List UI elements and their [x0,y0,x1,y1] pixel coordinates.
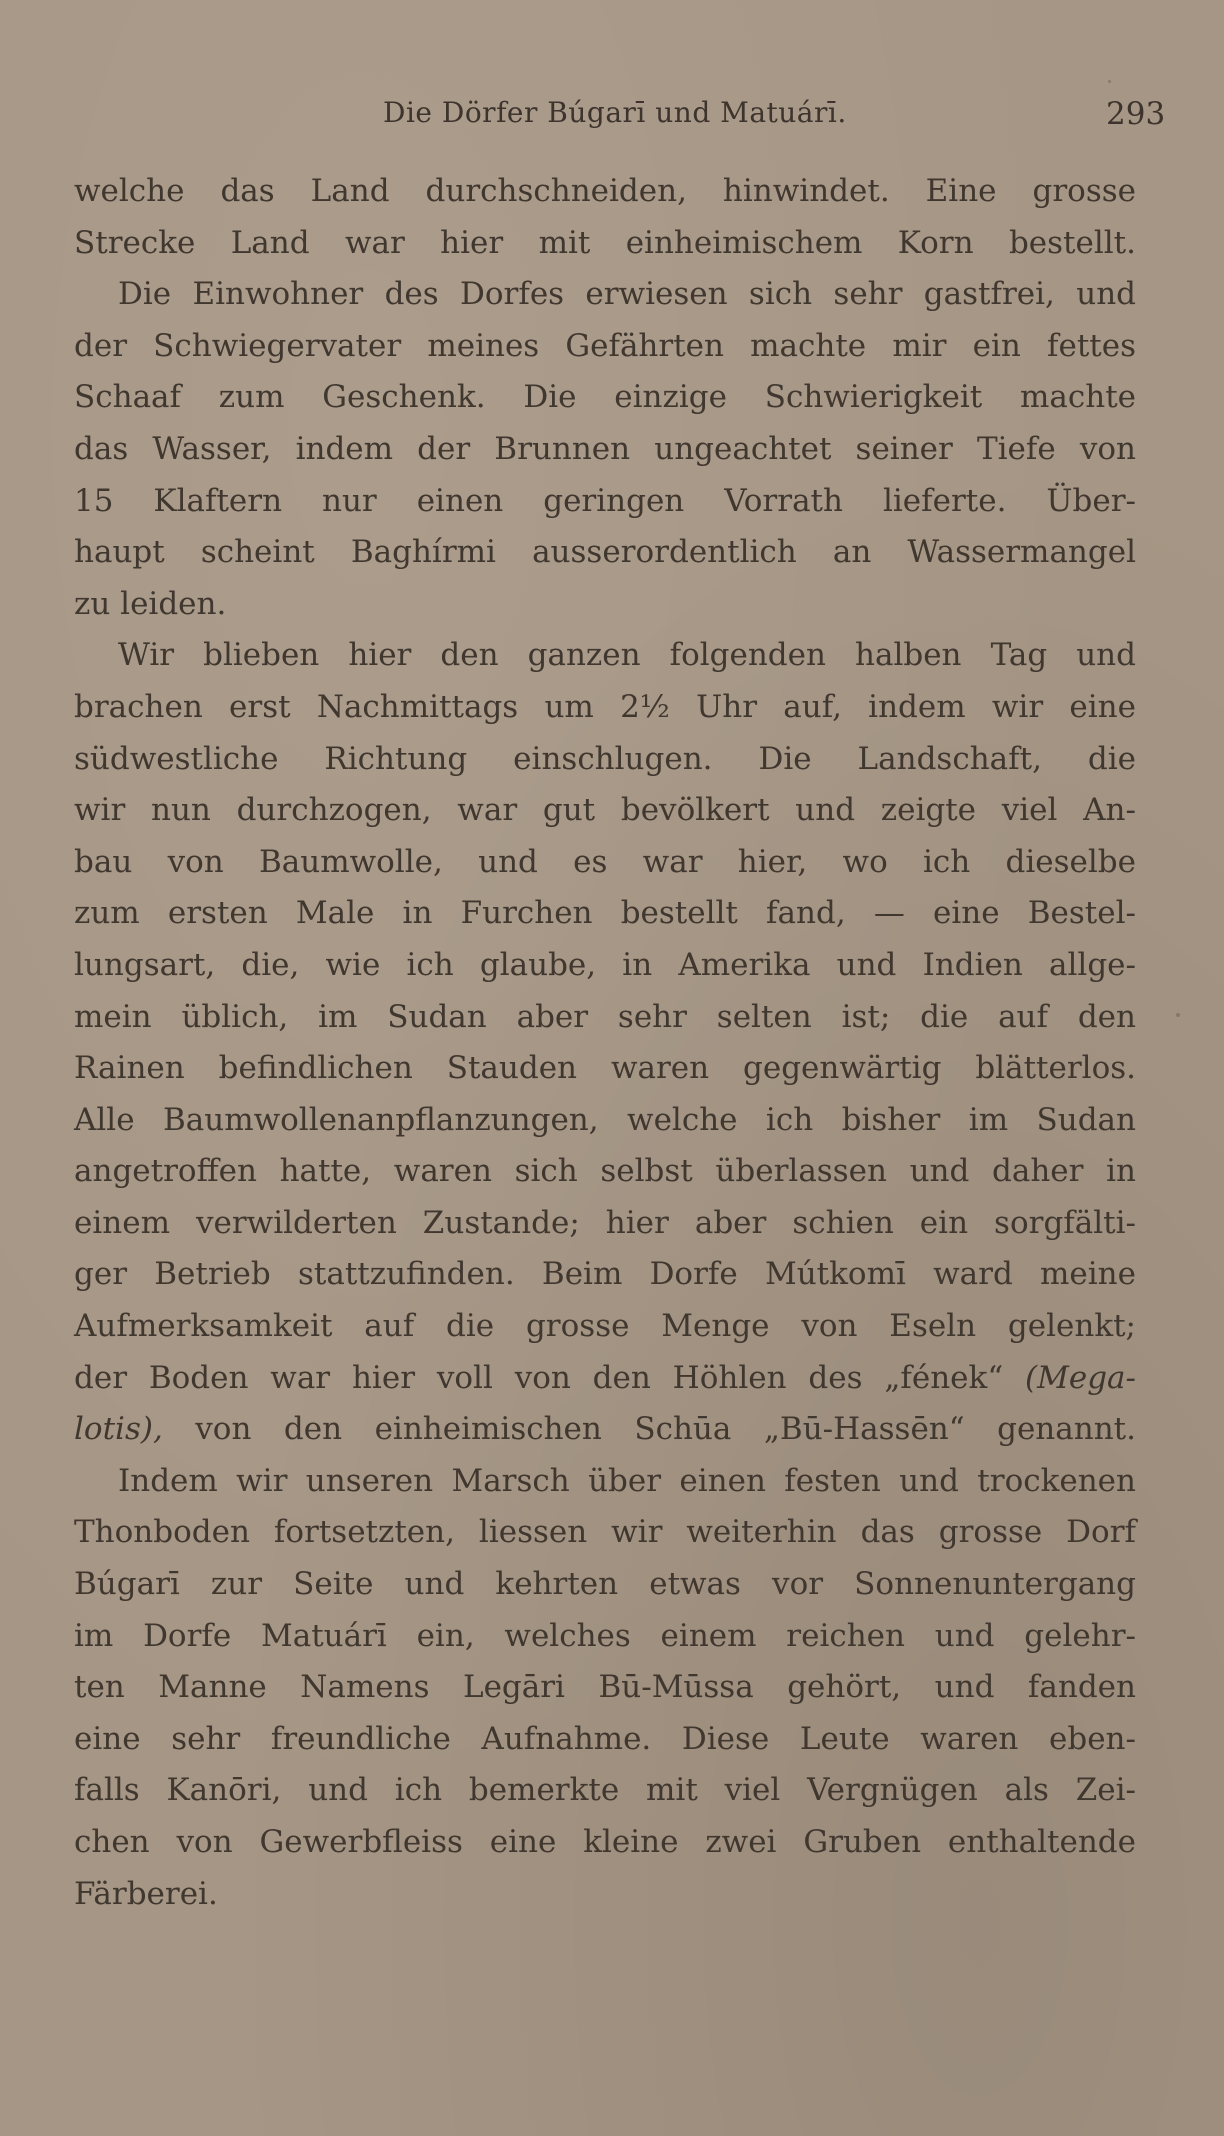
text-line: Wir blieben hier den ganzen folgenden halben Tag und [118,637,1136,674]
text-line: haupt scheint Baghírmi ausserordentlich an Wassermangel [74,534,1136,571]
text-line: bau von Baumwolle, und es war hier, wo ich dieselbe [74,843,1136,880]
text-line: welche das Land durchschneiden, hinwindet. Eine grosse [74,173,1136,209]
text-line: das Wasser, indem der Brunnen ungeachtet seiner Tiefe von [74,430,1136,467]
text-line: Schaaf zum Geschenk. Die einzige Schwierigkeit machte [74,379,1136,416]
text-segment: der Boden war hier voll von den Höhlen des „fének“ [74,1359,1004,1396]
text-line: Strecke Land war hier mit einheimischem Korn bestellt. [74,224,1136,261]
text-line: im Dorfe Matuárī ein, welches einem reichen und gelehr- [74,1617,1136,1654]
text-line: einem verwilderten Zustande; hier aber schien ein sorgfälti- [74,1204,1136,1241]
text-line: Färberei. [74,1875,218,1912]
paper-speck [1108,80,1111,83]
text-segment: von den einheimischen Schūa „Bū-Hassēn“ genannt. [195,1411,1136,1448]
text-line: falls Kanōri, und ich bemerkte mit viel Vergnügen als Zei- [74,1772,1136,1809]
text-line: angetroffen hatte, waren sich selbst überlassen und daher in [74,1153,1136,1190]
text-line: wir nun durchzogen, war gut bevölkert und zeigte viel An- [74,792,1136,829]
text-line: 15 Klaftern nur einen geringen Vorrath lieferte. Über- [74,482,1136,519]
text-line: ten Manne Namens Legāri Bū-Mūssa gehört, und fanden [74,1669,1136,1706]
text-line-with-italic [74,1353,1136,1405]
text-line: Búgarī zur Seite und kehrten etwas vor Sonnenuntergang [74,1566,1136,1603]
page-number: 293 [1106,96,1166,132]
text-line: ger Betrieb stattzufinden. Beim Dorfe Mútkomī ward meine [74,1256,1136,1293]
text-line: südwestliche Richtung einschlugen. Die Landschaft, die [74,740,1136,777]
running-head [0,96,1224,136]
text-line: lungsart, die, wie ich glaube, in Amerika und Indien allge- [74,946,1136,983]
text-line: mein üblich, im Sudan aber sehr selten ist; die auf den [74,998,1136,1035]
text-line: zum ersten Male in Furchen bestellt fand, — eine Bestel- [74,895,1136,932]
text-line: Alle Baumwollenanpflanzungen, welche ich bisher im Sudan [74,1101,1136,1138]
text-line-with-italic [74,1404,1136,1456]
text-line: zu leiden. [74,585,227,622]
text-line: brachen erst Nachmittags um 2½ Uhr auf, indem wir eine [74,688,1136,725]
text-line: der Schwiegervater meines Gefährten machte mir ein fettes [74,327,1136,364]
body-text [74,166,1136,1920]
italic-term: (Mega- [1025,1359,1136,1396]
paper-speck [1176,1013,1180,1017]
text-line: eine sehr freundliche Aufnahme. Diese Leute waren eben- [74,1720,1136,1757]
text-line: Rainen befindlichen Stauden waren gegenwärtig blätterlos. [74,1050,1136,1087]
text-line: Aufmerksamkeit auf die grosse Menge von Eseln gelenkt; [74,1308,1136,1345]
header-title: Die Dörfer Búgarī und Matuárī. [383,96,847,129]
text-line: Thonboden fortsetzten, liessen wir weiterhin das grosse Dorf [74,1514,1136,1551]
text-line: chen von Gewerbfleiss eine kleine zwei Gruben enthaltende [74,1824,1136,1860]
italic-term: lotis), [74,1411,163,1448]
text-line: Die Einwohner des Dorfes erwiesen sich sehr gastfrei, und [118,276,1136,313]
text-line: Indem wir unseren Marsch über einen festen und trockenen [118,1462,1136,1499]
